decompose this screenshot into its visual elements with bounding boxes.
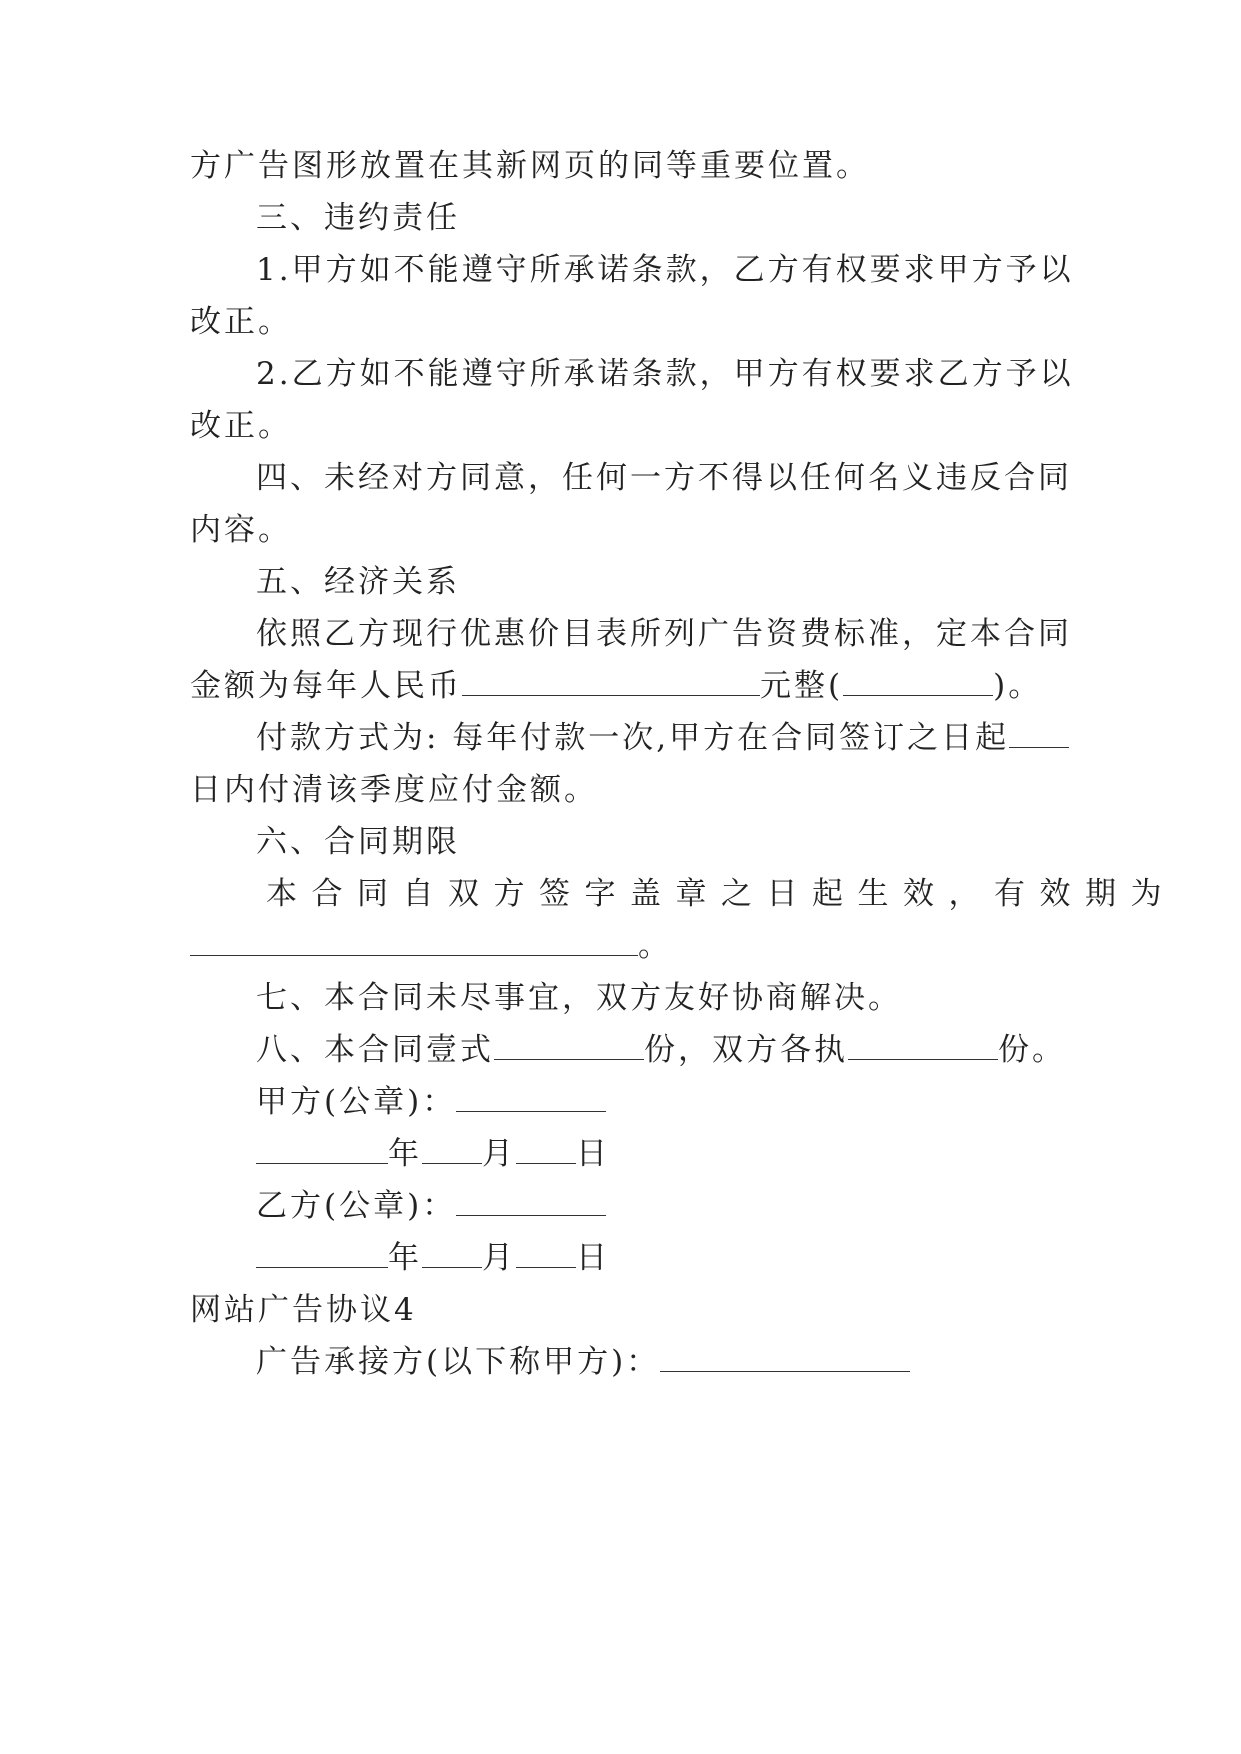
term-period-line — [190, 926, 672, 966]
day-blank — [516, 1239, 576, 1268]
party-b-seal-label: 乙方(公章)： — [256, 1188, 457, 1224]
clause-line: 改正。 — [190, 304, 292, 340]
party-a-date-line — [256, 1134, 610, 1174]
copies-end: 份。 — [998, 1032, 1066, 1068]
year-label: 年 — [388, 1136, 422, 1172]
day-label: 日 — [576, 1240, 610, 1276]
advertiser-party-label: 广告承接方(以下称甲方)： — [256, 1344, 661, 1380]
copies-each-label: 份，双方各执 — [644, 1032, 848, 1068]
clause-line: 改正。 — [190, 408, 292, 444]
party-a-seal-blank — [456, 1083, 606, 1112]
term-period-blank — [190, 927, 638, 956]
party-b-seal-line — [256, 1186, 606, 1226]
month-label: 月 — [482, 1136, 516, 1172]
party-a-seal-line — [256, 1082, 606, 1122]
term-line: 本合同自双方签字盖章之日起生效，有效期为 — [266, 876, 1176, 912]
payment-days-blank — [1009, 719, 1069, 748]
party-a-seal-label: 甲方(公章)： — [256, 1084, 457, 1120]
amount-uppercase-blank — [843, 667, 993, 696]
party-b-seal-blank — [456, 1187, 606, 1216]
day-blank — [516, 1135, 576, 1164]
payment-label: 付款方式为: 每年付款一次,甲方在合同签订之日起 — [256, 720, 1010, 756]
month-blank — [422, 1239, 482, 1268]
amount-unit: 元整( — [760, 668, 844, 704]
term-period-end: 。 — [638, 928, 672, 964]
month-blank — [422, 1135, 482, 1164]
paragraph-line: 方广告图形放置在其新网页的同等重要位置。 — [190, 148, 870, 184]
amount-blank — [462, 667, 760, 696]
amount-line — [190, 666, 1042, 706]
payment-line — [256, 718, 1069, 758]
section-heading-term: 六、合同期限 — [256, 824, 460, 860]
amount-label: 金额为每年人民币 — [190, 668, 462, 704]
party-b-date-line — [256, 1238, 610, 1278]
month-label: 月 — [482, 1240, 516, 1276]
section-heading-consent: 四、未经对方同意，任何一方不得以任何名义违反合同 — [256, 460, 1072, 496]
clause-line: 2.乙方如不能遵守所承诺条款，甲方有权要求乙方予以 — [256, 356, 1074, 392]
clause-line: 内容。 — [190, 512, 292, 548]
year-blank — [256, 1239, 388, 1268]
section-heading-breach: 三、违约责任 — [256, 200, 460, 236]
clause-line: 日内付清该季度应付金额。 — [190, 772, 598, 808]
amount-close: )。 — [993, 668, 1043, 704]
copies-line — [256, 1030, 1066, 1070]
clause-line: 依照乙方现行优惠价目表所列广告资费标准，定本合同 — [256, 616, 1072, 652]
year-blank — [256, 1135, 388, 1164]
day-label: 日 — [576, 1136, 610, 1172]
copies-each-blank — [848, 1031, 998, 1060]
clause-line: 1.甲方如不能遵守所承诺条款，乙方有权要求甲方予以 — [256, 252, 1074, 288]
section-heading-economic: 五、经济关系 — [256, 564, 460, 600]
copies-total-blank — [494, 1031, 644, 1060]
document-title: 网站广告协议4 — [190, 1292, 417, 1328]
copies-label: 八、本合同壹式 — [256, 1032, 494, 1068]
section-heading-misc: 七、本合同未尽事宜，双方友好协商解决。 — [256, 980, 902, 1016]
year-label: 年 — [388, 1240, 422, 1276]
advertiser-party-blank — [660, 1343, 910, 1372]
advertiser-party-line — [256, 1342, 910, 1382]
